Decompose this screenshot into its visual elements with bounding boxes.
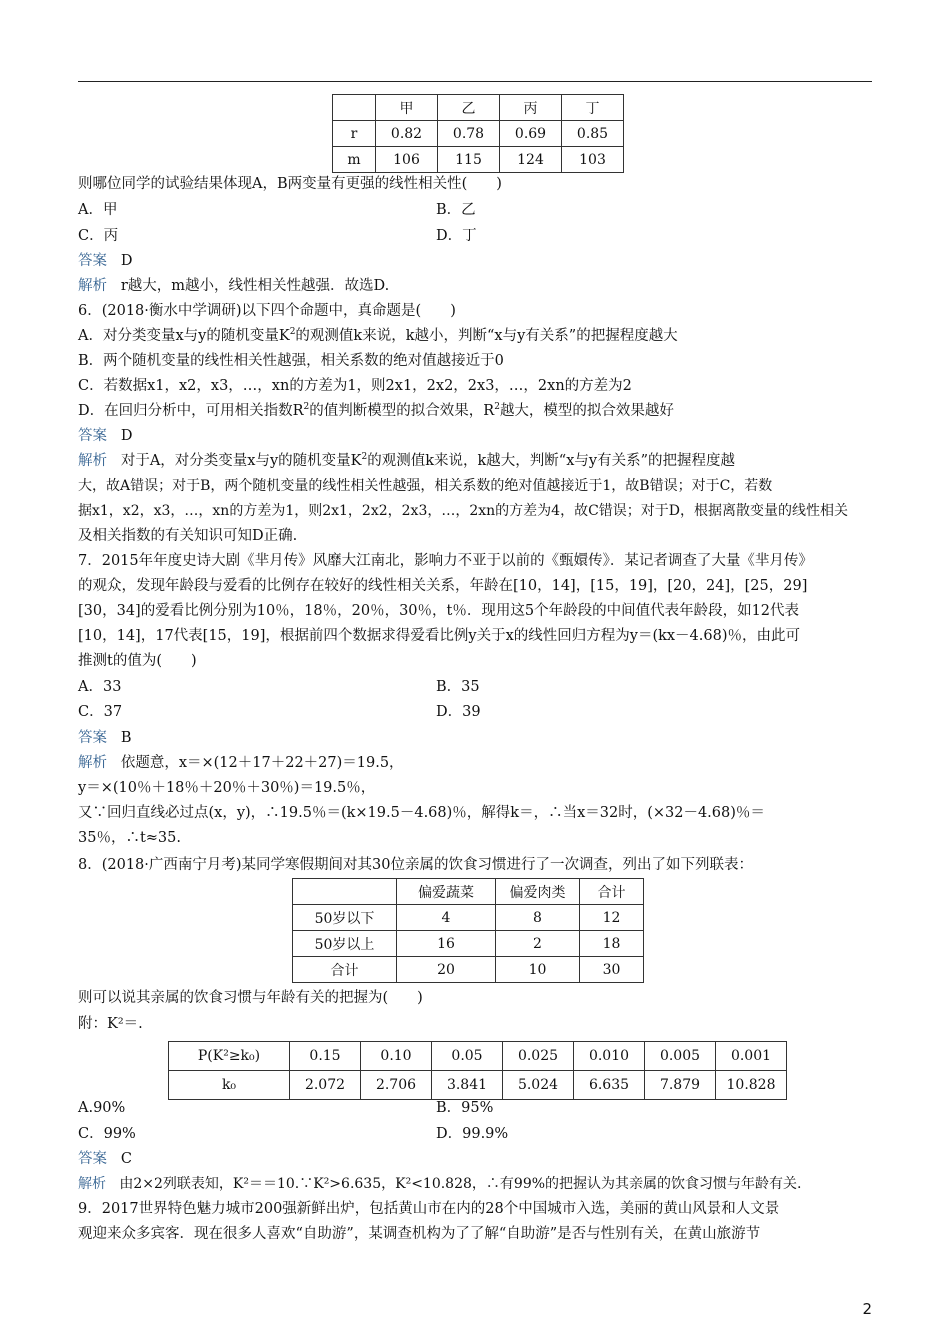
table-row: [293, 879, 644, 905]
q7-analysis-line-3: 又∵回归直线必过点(x，y)，∴19.5％＝(k×19.5－4.68)％，解得k＝，∴当x＝32时，(×32－4.68)％＝: [78, 805, 765, 821]
correlation-table: [332, 94, 624, 173]
table-cell: 12: [580, 905, 644, 931]
table-cell: 0.010: [574, 1042, 645, 1071]
analysis-label: 解析: [78, 278, 107, 294]
table-cell: 106: [376, 147, 438, 173]
table-cell: 偏爱蔬菜: [397, 879, 496, 905]
table-cell: 6.635: [574, 1071, 645, 1100]
table-cell: 30: [580, 957, 644, 983]
table-row: [293, 931, 644, 957]
q8-stem: 8．(2018·广西南宁月考)某同学寒假期间对其30位亲属的饮食习惯进行了一次调查，列出了如下列联表：: [78, 857, 753, 873]
q7-analysis-line-1: [78, 753, 404, 773]
q5-option-d: D．丁: [436, 228, 477, 244]
option-text: 的观测值k来说，k越小，判断“x与y有关系”的把握程度越大: [295, 328, 678, 344]
table-row: [293, 905, 644, 931]
q6-option-a: [78, 326, 678, 346]
table-row: [333, 121, 624, 147]
q7-option-c: C．37: [78, 704, 123, 720]
table-cell: 4: [397, 905, 496, 931]
table-cell: 2.706: [361, 1071, 432, 1100]
option-text: 越大，模型的拟合效果越好: [499, 403, 674, 419]
q7-line-3: [30，34]的爱看比例分别为10％，18％，20％，30％，t％．现用这5个年龄段的中间值代表年龄段，如12代表: [78, 603, 800, 619]
table-cell: 0.025: [503, 1042, 574, 1071]
answer-value: D: [120, 253, 133, 269]
table-cell: 0.10: [361, 1042, 432, 1071]
superscript: 2: [494, 402, 500, 413]
table-cell: 103: [562, 147, 624, 173]
table-row: [333, 95, 624, 121]
table-cell: 8: [496, 905, 580, 931]
table-cell: 0.001: [716, 1042, 787, 1071]
table-cell: 10: [496, 957, 580, 983]
q6-stem: 6．(2018·衡水中学调研)以下四个命题中，真命题是( ): [78, 303, 456, 319]
table-cell: 20: [397, 957, 496, 983]
table-cell: 2.072: [290, 1071, 361, 1100]
option-text: A．对分类变量x与y的随机变量K: [78, 328, 290, 344]
table-cell: 0.85: [562, 121, 624, 147]
table-cell: 7.879: [645, 1071, 716, 1100]
q5-answer: [78, 251, 132, 271]
table-cell: r: [333, 121, 376, 147]
table-cell: 16: [397, 931, 496, 957]
option-text: D．在回归分析中，可用相关指数R: [78, 403, 304, 419]
answer-value: B: [120, 730, 132, 746]
table-cell: 合计: [580, 879, 644, 905]
table-cell: m: [333, 147, 376, 173]
contingency-table: [292, 878, 644, 983]
superscript: 2: [361, 452, 368, 463]
table-cell: 0.69: [500, 121, 562, 147]
analysis-label: 解析: [78, 453, 107, 469]
table-cell: 2: [496, 931, 580, 957]
q6-analysis-line-2: 大，故A错误；对于B，两个随机变量的线性相关性越强，相关系数的绝对值越接近于1，故B错误；对于C，若数: [78, 478, 773, 494]
critical-value-table: [168, 1041, 787, 1100]
analysis-text: 由2×2列联表知，K²＝＝10.∵K²>6.635，K²<10.828，∴有99%的把握认为其亲属的饮食习惯与年龄有关.: [119, 1176, 802, 1192]
q8-answer: [78, 1149, 132, 1169]
table-cell: 0.005: [645, 1042, 716, 1071]
header-rule: [78, 81, 872, 82]
table-cell: 10.828: [716, 1071, 787, 1100]
q7-analysis-line-4: 35％，∴t≈35.: [78, 830, 181, 846]
answer-label: 答案: [78, 730, 107, 746]
q5-option-a: A．甲: [78, 202, 118, 218]
q6-option-b: B．两个随机变量的线性相关性越强，相关系数的绝对值越接近于0: [78, 353, 504, 369]
table-cell: 乙: [438, 95, 500, 121]
q7-line-5: 推测t的值为( ): [78, 653, 197, 669]
q8-note: 附：K²＝.: [78, 1016, 143, 1032]
table-cell: 0.05: [432, 1042, 503, 1071]
analysis-text: r越大，m越小，线性相关性越强．故选D.: [120, 278, 390, 294]
table-cell: k₀: [169, 1071, 290, 1100]
table-cell: 50岁以下: [293, 905, 397, 931]
q8-option-d: D．99.9%: [436, 1126, 509, 1142]
table-cell: 124: [500, 147, 562, 173]
table-cell: 偏爱肉类: [496, 879, 580, 905]
table-cell: 合计: [293, 957, 397, 983]
table-row: [169, 1071, 787, 1100]
q7-option-d: D．39: [436, 704, 481, 720]
table-cell: [333, 95, 376, 121]
table-row: [293, 957, 644, 983]
q5-option-b: B．乙: [436, 202, 476, 218]
answer-value: D: [120, 428, 133, 444]
table-cell: 50岁以上: [293, 931, 397, 957]
q7-line-2: 的观众，发现年龄段与爱看的比例存在较好的线性相关关系，年龄在[10，14]，[15，19]，[20，24]，[25，29]: [78, 578, 808, 594]
q6-analysis-line-3: 据x1，x2，x3，…，xn的方差为1，则2x1，2x2，2x3，…，2xn的方差为4，故C错误；对于D，根据离散变量的线性相关: [78, 503, 849, 519]
superscript: 2: [289, 327, 296, 338]
q6-analysis-line-4: 及相关指数的有关知识可知D正确.: [78, 528, 298, 544]
q8-question: 则可以说其亲属的饮食习惯与年龄有关的把握为( ): [78, 990, 423, 1006]
q6-analysis-line-1: [78, 451, 735, 471]
q6-option-c: C．若数据x1，x2，x3，…，xn的方差为1，则2x1，2x2，2x3，…，2xn的方差为2: [78, 378, 632, 394]
answer-label: 答案: [78, 253, 107, 269]
q5-option-c: C．丙: [78, 228, 119, 244]
q8-option-c: C．99%: [78, 1126, 136, 1142]
superscript: 2: [303, 402, 310, 413]
table-cell: 丙: [500, 95, 562, 121]
q8-analysis: [78, 1174, 801, 1194]
table-cell: 5.024: [503, 1071, 574, 1100]
q7-line-4: [10，14]，17代表[15，19]，根据前四个数据求得爱看比例y关于x的线性回归方程为y＝(kx－4.68)％，由此可: [78, 628, 801, 644]
table-cell: 18: [580, 931, 644, 957]
q5-analysis: [78, 276, 389, 296]
table-cell: 3.841: [432, 1071, 503, 1100]
table-cell: 0.82: [376, 121, 438, 147]
analysis-text: 对于A，对分类变量x与y的随机变量K: [120, 453, 362, 469]
q6-answer: [78, 426, 132, 446]
option-text: 的值判断模型的拟合效果，R: [309, 403, 495, 419]
answer-value: C: [120, 1151, 132, 1167]
q5-question: 则哪位同学的试验结果体现A，B两变量有更强的线性相关性( ): [78, 176, 502, 192]
q9-line-1: 9．2017世界特色魅力城市200强新鲜出炉，包括黄山市在内的28个中国城市入选，美丽的黄山风景和人文景: [78, 1201, 780, 1217]
q7-option-a: A．33: [78, 679, 122, 695]
table-cell: P(K²≥k₀): [169, 1042, 290, 1071]
table-row: [333, 147, 624, 173]
q8-option-b: B．95%: [436, 1100, 494, 1116]
q8-option-a: A.90%: [78, 1100, 126, 1116]
table-cell: 115: [438, 147, 500, 173]
table-cell: [293, 879, 397, 905]
analysis-label: 解析: [78, 755, 107, 771]
answer-label: 答案: [78, 1151, 107, 1167]
q7-answer: [78, 728, 131, 748]
q7-line-1: 7．2015年年度史诗大剧《芈月传》风靡大江南北，影响力不亚于以前的《甄嬛传》．某记者调查了大量《芈月传》: [78, 553, 813, 569]
table-cell: 丁: [562, 95, 624, 121]
page-number: 2: [862, 1300, 872, 1318]
table-row: [169, 1042, 787, 1071]
table-cell: 0.78: [438, 121, 500, 147]
table-cell: 甲: [376, 95, 438, 121]
answer-label: 答案: [78, 428, 107, 444]
q6-option-d: [78, 401, 674, 421]
q7-analysis-line-2: y＝×(10％＋18％＋20％＋30％)＝19.5％，: [78, 780, 376, 796]
analysis-text: 的观测值k来说，k越大，判断“x与y有关系”的把握程度越: [367, 453, 735, 469]
analysis-label: 解析: [78, 1176, 106, 1192]
table-cell: 0.15: [290, 1042, 361, 1071]
analysis-text: 依题意，x＝×(12＋17＋22＋27)＝19.5，: [120, 755, 404, 771]
q7-option-b: B．35: [436, 679, 480, 695]
q9-line-2: 观迎来众多宾客．现在很多人喜欢“自助游”，某调查机构为了了解“自助游”是否与性别有关，在黄山旅游节: [78, 1226, 761, 1242]
